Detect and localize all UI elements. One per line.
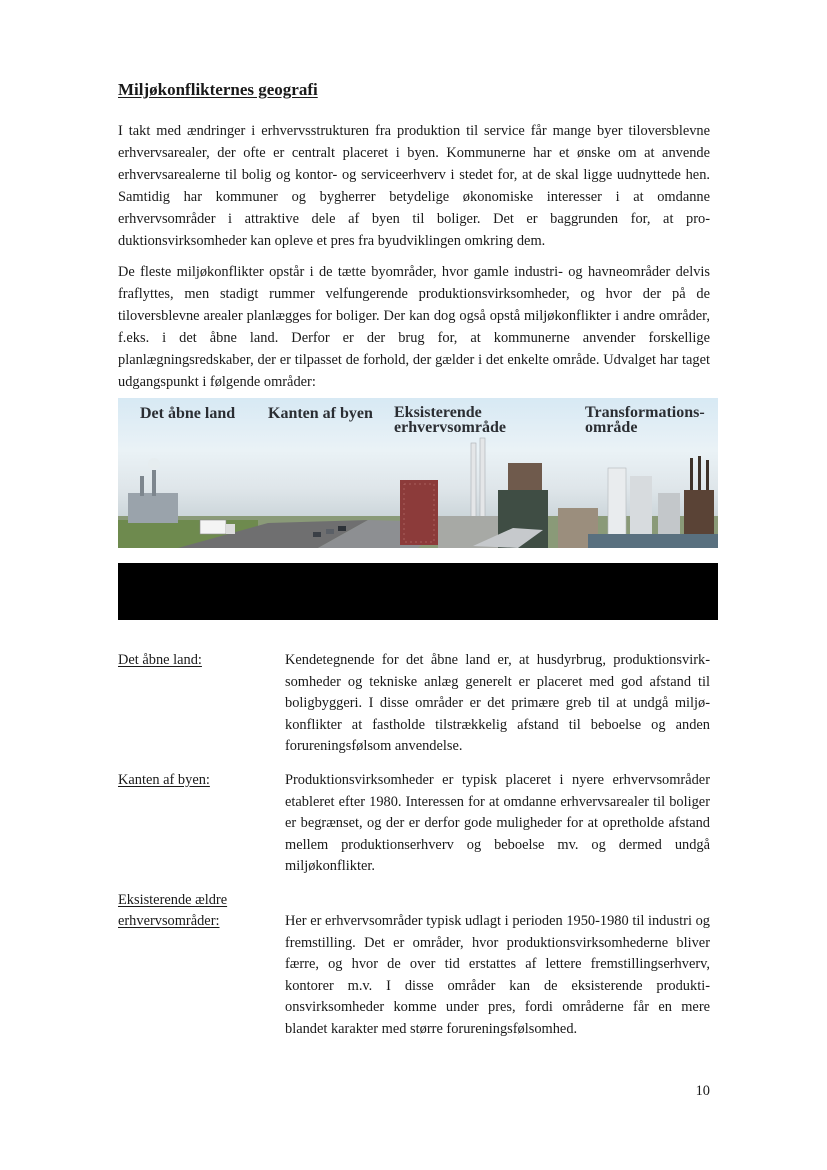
term-open-land: Det åbne land:: [118, 652, 202, 668]
black-bar: [118, 563, 718, 620]
zone-label-city-edge: Kanten af byen: [268, 405, 373, 422]
term-city-edge: Kanten af byen:: [118, 772, 210, 788]
power-plant-chimneys: [471, 438, 485, 523]
areas-paragraph: De fleste miljøkonflikter opstår i de tætte byområder, hvor gamle industri- og havneområder delvis fraflyttes, men stadigt rummer velfungerende produktionsvirksomheder, og hvor der på de tiloversblevne arealer planlægges for boliger. Der kan dog også opstå miljøkonflikter i andre områder, f.eks. i det åbne land. Derfor er der brug for, at kommunerne anvender forskellige planlægningsredskaber, der er tilpasset de forhold, der gælder i det enkelte område. Udvalget har taget udgangspunkt i følgende områder:: [118, 264, 710, 390]
page-number: 10: [695, 1083, 710, 1099]
open-land-factory: [128, 458, 178, 523]
intro-paragraph: I takt med ændringer i erhvervsstrukturen fra produktion til service får mange byer tiloversblevne erhvervsarealer, der ofte er centralt placeret i byen. Kommunerne har et ønske om at anvende erhvervsarealerne til bolig og kontor- og serviceerhverv i stedet for, at de skal ligge uudnyttede hen. Samtidig har kommuner og bygherrer betydelige økonomiske interesser i at omdanne erhvervsområder i attraktive dele af byen til boliger. Det er baggrunden for, at produktionsvirksomheder kan opleve et pres fra byudviklingen omkring dem.: [118, 123, 710, 249]
zone-label-open-land: Det åbne land: [140, 405, 236, 422]
term-existing-industrial-line1: Eksisterende ældre: [118, 892, 228, 908]
term-existing-industrial-line2: erhvervsområder:: [118, 913, 220, 929]
zone-label-transformation: Transformations- område: [585, 404, 705, 436]
harbour-water: [588, 534, 718, 548]
description-city-edge: Produktionsvirksomheder er typisk placeret i nyere erhvervsområder etableret efter 1980. Interessen for at omdanne erhvervsarealer til boliger er begrænset, og der er derfor gode muligheder for at opretholde afstand mellem produktionserhverv og beboelse mv. og dermed undgå miljøkonflikter.: [285, 772, 710, 874]
zone-label-existing-industrial: Eksisterende erhvervsområde: [394, 404, 506, 436]
description-existing-industrial: Her er erhvervsområder typisk udlagt i perioden 1950-1980 til industri og fremstilling. Det er områder, hvor produktionsvirksomhederne bliver færre, og hvor de over tid erstattes af lettere fremstillingserhverv, kontorer m.v. I disse områder kan de eksisterende produktionsvirksomheder komme under pres, fordi områderne får en mere blandet karakter med større forureningsfølsomhed.: [285, 913, 710, 1037]
description-open-land: Kendetegnende for det åbne land er, at husdyrbrug, produktionsvirksomheder og tekniske anlæg generelt er placeret med god afstand til boligbyggeri. I disse områder er det primære greb til at undgå miljøkonflikter at fastholde tilstrækkelig afstand til beboelse og anden forureningsfølsom anvendelse.: [285, 652, 710, 754]
page-heading: Miljøkonflikternes geografi: [118, 80, 318, 99]
residential-tower: [400, 480, 438, 545]
zones-banner-image: [118, 398, 718, 548]
